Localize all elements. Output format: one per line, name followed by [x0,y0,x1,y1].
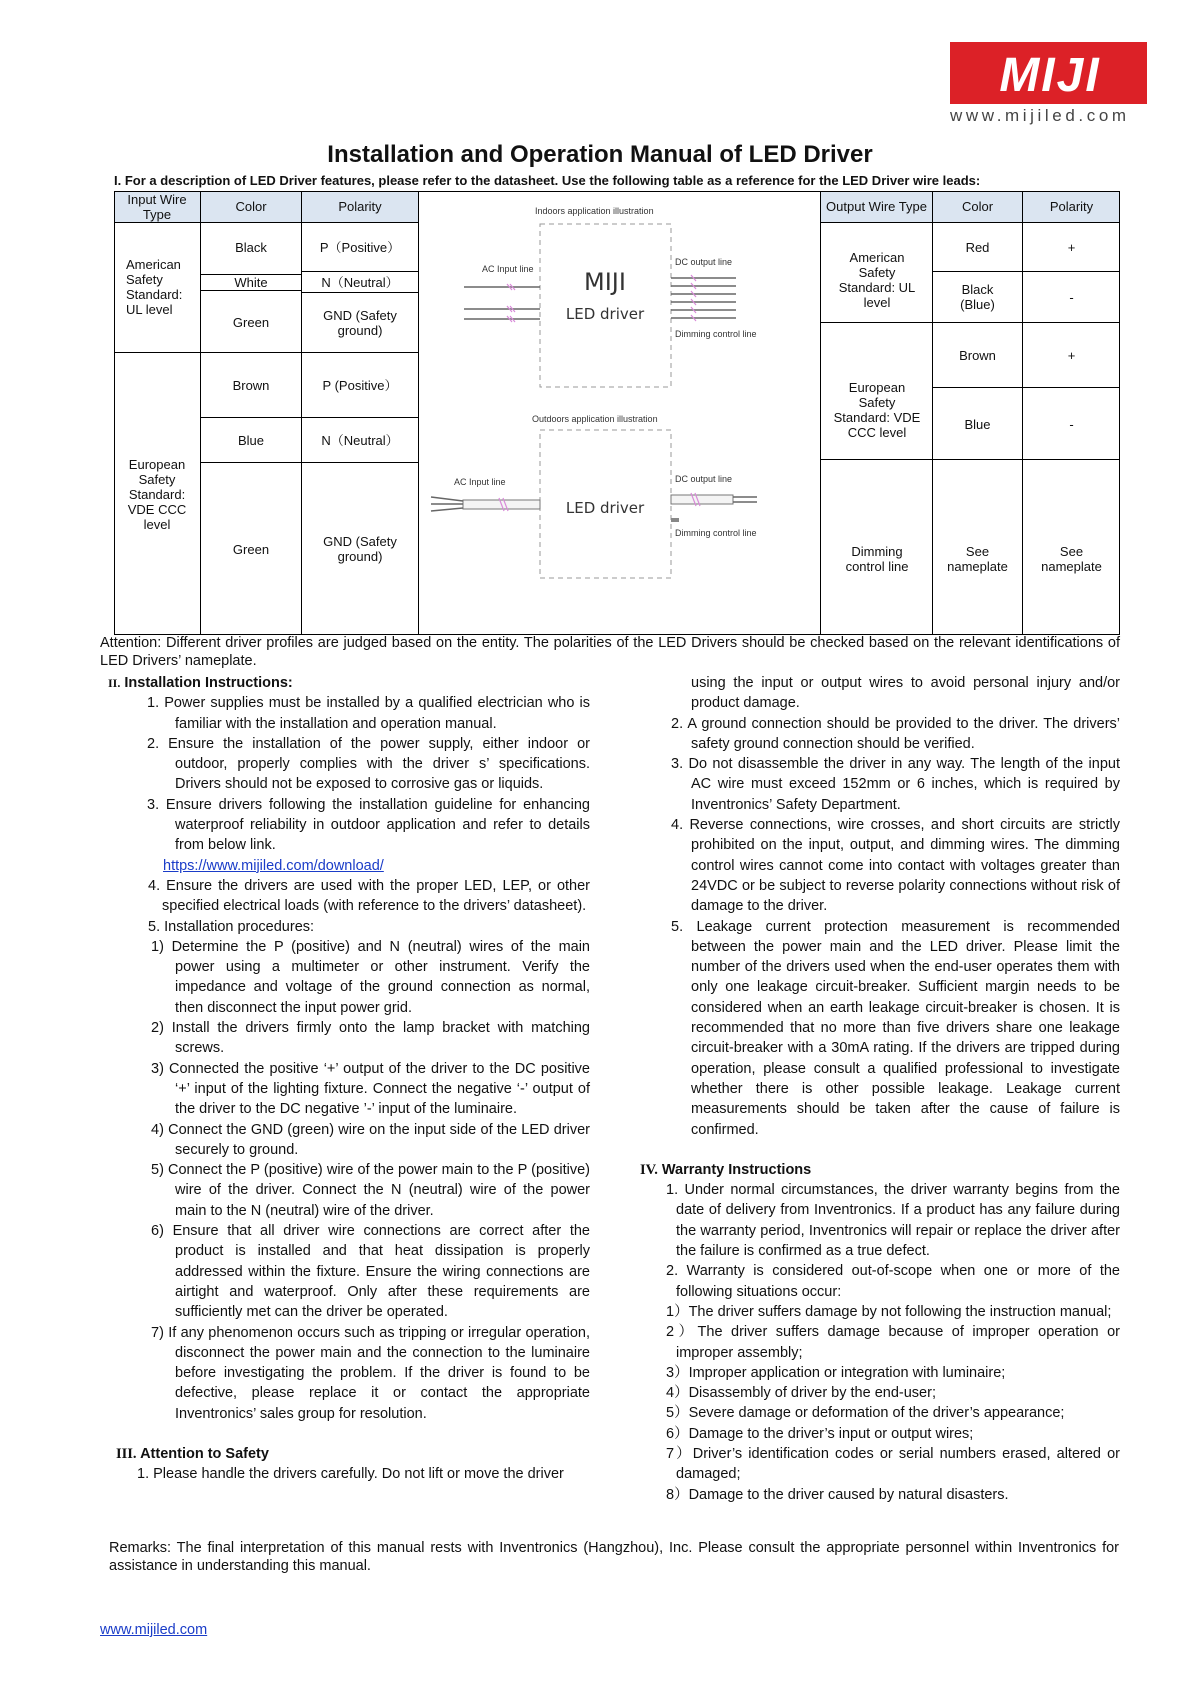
input-type-american: American Safety Standard: UL level [126,257,183,317]
outdoor-dim-label: Dimming control line [675,528,757,538]
safety-item-1: 1. Please handle the drivers carefully. Do not lift or move the driver [137,1466,564,1483]
header-input-wire-type: Input Wire Type [114,191,200,222]
wiring-illustration [419,191,820,635]
warranty-exclusion: 2）The driver suffers damage because of improper operation or improper assembly; [666,1324,1120,1361]
output-type-european: European Safety Standard: VDE CCC level [833,379,921,440]
safety-item: 3. Do not disassemble the driver in any way. The length of the input AC wire must exceed 152mm or 6 inches, which is required by Inventronics’ Safety Department. [671,756,1120,813]
output-color: Red [965,239,990,255]
safety-item: 2. A ground connection should be provided to the driver. The drivers’ safety ground connection should be verified. [671,715,1120,752]
safety-heading-text: Attention to Safety [140,1445,269,1462]
safety-item: 4. Reverse connections, wire crosses, and short circuits are strictly prohibited on the input, output, and dimming wires. The dimming control wires cannot come into contact with voltages greater than 24VDC or be subject to reverse polarity connections without risk of damage to the driver. [671,817,1120,915]
page-title: Installation and Operation Manual of LED Driver [327,141,873,168]
procedure-step: 1) Determine the P (positive) and N (neutral) wires of the main power using a multimeter or other instrument. Verify the impedance and voltage of the ground connection as normal, then disconnect the input power grid. [151,938,590,1016]
indoor-dc-label: DC output line [675,257,733,267]
procedure-step: 5) Connect the P (positive) wire of the power main to the P (positive) wire of the driver. Connect the N (neutral) wire of the power main to the N (neutral) wire of the driver. [151,1162,590,1219]
safety-item: 5. Leakage current protection measurement is recommended between the power main and the LED driver. Please limit the number of the drivers used when the end-user operates them with only one leakage circuit-breaker. Sufficient margin needs to be considered when an earth leakage circuit-breaker is chosen. It is recommended that no more than five drivers share one leakage circuit-breaker with a 30mA rating. If the drivers are tripped during operation, please consult a qualified professional to investigate whether there is other possible leakage. Leakage current measurements should be taken after the cause of failure is confirmed. [671,918,1120,1138]
outdoor-title: Outdoors application illustration [532,414,658,424]
input-polarity: P (Positive） [322,377,398,393]
section-1-lead: I. For a description of LED Driver features, please refer to the datasheet. Use the following table as a reference for the LED Driver wire leads: [114,173,981,188]
left-column [108,673,590,1485]
outdoor-dc-label: DC output line [675,474,733,484]
output-polarity: See nameplate [1041,543,1102,574]
warranty-exclusion: 6）Damage to the driver’s input or output wires; [666,1425,974,1442]
install-item-4: 4. Ensure the drivers are used with the proper LED, LEP, or other specified electrical loads (with reference to the drivers’ datasheet). [148,877,590,915]
input-polarity: GND (Safety ground) [323,307,397,338]
procedure-step: 3) Connected the positive ‘+’ output of the driver to the DC positive ‘+’ input of the lighting fixture. Connect the negative ‘-’ output of the driver to the DC negative ’-’ input of the luminaire. [151,1060,590,1118]
wire-leads-table [114,191,1120,635]
install-item: 3. Ensure drivers following the installation guideline for enhancing waterproof reliability in outdoor application and refer to details from below link. [147,796,590,854]
install-item: 1. Power supplies must be installed by a qualified electrician who is familiar with the installation and operation manual. [147,695,590,732]
output-color: Blue [964,416,991,432]
output-type-american: American Safety Standard: UL level [838,250,916,310]
logo-text: MIJI [999,49,1101,102]
input-color: Green [232,541,270,557]
output-color: See nameplate [947,543,1008,574]
header-input-polarity: Polarity [302,191,418,222]
header-output-wire-type: Output Wire Type [821,191,932,222]
warranty-exclusion: 7）Driver’s identification codes or serial numbers erased, altered or damaged; [666,1445,1120,1483]
input-color: Blue [237,432,265,448]
safety-item-1-cont: using the input or output wires to avoid personal injury and/or product damage. [691,675,1120,712]
warranty-exclusion: 4）Disassembly of driver by the end-user; [666,1385,936,1402]
download-link[interactable]: https://www.mijiled.com/download/ [163,857,384,874]
logo-website: www.mijiled.com [950,106,1130,125]
output-polarity: + [1067,347,1076,363]
output-polarity: - [1069,289,1074,305]
procedure-step: 6) Ensure that all driver wire connections are correct after the product is installed and that heat dissipation is properly addressed within the fixture. Ensure the wiring connections are airtight and waterproof. Only after these requirements are sufficiently met can the driver be operated. [151,1223,590,1321]
warranty-exclusion: 8）Damage to the driver caused by natural disasters. [666,1486,1009,1503]
warranty-heading [640,1160,1120,1180]
footer-website-link[interactable]: www.mijiled.com [100,1622,208,1638]
procedure-step: 4) Connect the GND (green) wire on the input side of the LED driver securely to ground. [151,1121,590,1158]
outdoor-box-label: LED driver [565,499,645,517]
input-polarity: N（Neutral） [321,274,399,290]
indoor-ac-label: AC Input line [482,264,534,274]
installation-heading-num: II. [108,676,121,690]
header-output-polarity: Polarity [1023,191,1120,222]
install-item: 2. Ensure the installation of the power supply, either indoor or outdoor, properly complies with the driver s’ specifications. Drivers should not be exposed to corrosive gas or liquids. [147,735,590,793]
input-color: Brown [232,377,270,393]
input-color: White [234,274,268,290]
output-polarity: + [1067,239,1076,255]
indoor-dim-label: Dimming control line [675,329,757,339]
input-polarity: GND (Safety ground) [323,534,397,564]
warranty-heading-num: IV. [640,1161,658,1178]
indoor-box-label: LED driver [565,305,645,323]
indoor-title: Indoors application illustration [535,206,654,216]
warranty-exclusion: 1）The driver suffers damage by not following the instruction manual; [666,1303,1112,1320]
warranty-exclusion: 5）Severe damage or deformation of the driver’s appearance; [666,1405,1065,1422]
input-color: Black [235,239,267,255]
output-color: Black (Blue) [960,282,995,312]
warranty-exclusion: 3）Improper application or integration with luminaire; [666,1364,1006,1381]
warranty-heading-text: Warranty Instructions [661,1161,812,1178]
input-type-european: European Safety Standard: VDE CCC level [127,456,187,532]
warranty-item: 1. Under normal circumstances, the driver warranty begins from the date of delivery from Inventronics. If a product has any failure during the warranty period, Inventronics will repair or replace the driver after the failure is confirmed as a true defect. [666,1182,1120,1260]
installation-heading [108,673,590,693]
header-input-color: Color [201,191,301,222]
safety-heading [108,1444,590,1464]
output-type-dimming: Dimming control line [845,543,909,574]
safety-heading-num: III. [116,1445,137,1462]
output-color: Brown [959,347,996,363]
input-polarity: N（Neutral） [321,432,399,448]
right-column [640,673,1120,1505]
warranty-item: 2. Warranty is considered out-of-scope when one or more of the following situations occur: [666,1263,1120,1300]
output-polarity: - [1069,416,1074,432]
indoor-box-brand: MIJI [584,268,626,296]
header-output-color: Color [933,191,1022,222]
brand-logo [950,42,1147,104]
outdoor-ac-label: AC Input line [454,477,506,487]
procedure-step: 7) If any phenomenon occurs such as tripping or irregular operation, disconnect the power main and the connection to the luminaire before investigating the problem. If the driver is found to be defective, please replace it or contact the appropriate Inventronics’ sales group for resolution. [151,1324,590,1422]
input-color: Green [232,315,270,330]
install-item-5: 5. Installation procedures: [148,918,315,935]
attention-note: Attention: Different driver profiles are judged based on the entity. The polarities of the LED Drivers should be checked based on the relevant identifications of LED Drivers’ nameplate. [100,635,1120,669]
procedure-step: 2) Install the drivers firmly onto the lamp bracket with matching screws. [151,1020,590,1057]
remarks: Remarks: The final interpretation of this manual rests with Inventronics (Hangzhou), Inc. Please consult the appropriate personnel within Inventronics for assistance in understanding this manual. [109,1540,1119,1574]
input-polarity: P（Positive） [319,239,401,255]
installation-heading-text: Installation Instructions: [124,675,293,691]
